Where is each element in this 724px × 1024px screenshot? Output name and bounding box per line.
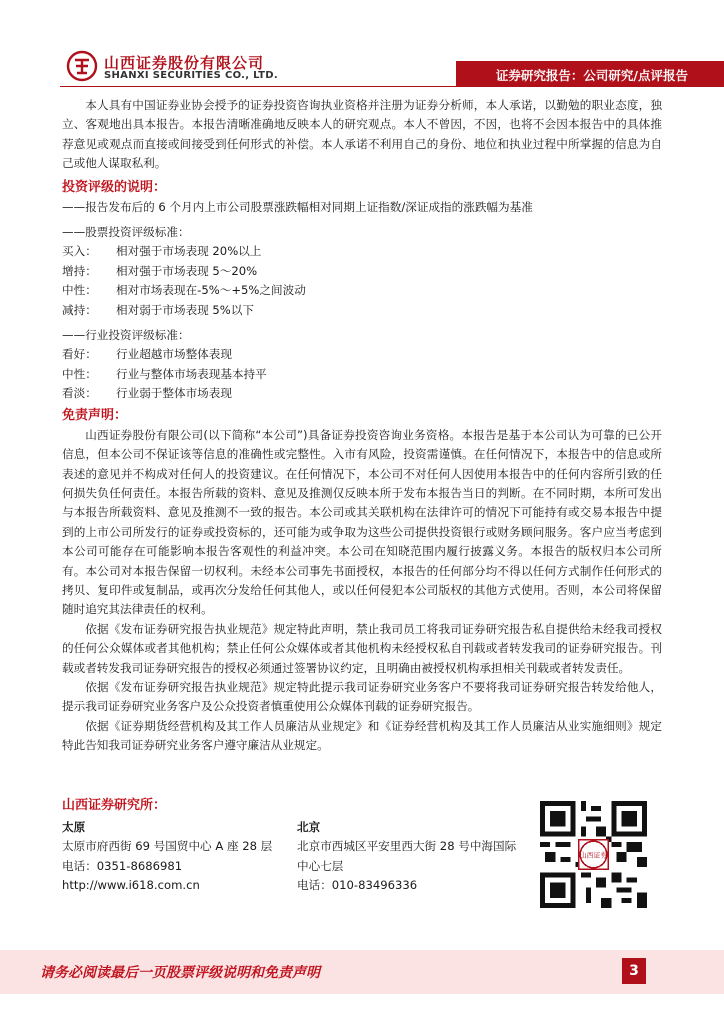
rating-label: 增持： bbox=[62, 263, 97, 278]
disclaimer-paragraph: 依据《发布证券研究报告执业规范》规定特此提示我司证券研究业务客户不要将我司证券研究报告转发给他人，提示我司证券研究业务客户及公众投资者慎重使用公众媒体刊载的证券研究报告。 bbox=[62, 679, 662, 714]
beijing-address-block bbox=[297, 818, 525, 896]
footer-notice: 请务必阅读最后一页股票评级说明和免责声明 bbox=[40, 965, 320, 981]
institute-title: 山西证券研究所： bbox=[62, 798, 167, 813]
rating-desc: 行业超越市场整体表现 bbox=[116, 347, 232, 362]
industry-rating-row bbox=[62, 384, 662, 403]
industry-rating-row bbox=[62, 365, 662, 384]
disclaimer-section-title: 免责声明： bbox=[62, 407, 128, 423]
office-phone: 电话：010-83496336 bbox=[297, 878, 418, 893]
rating-label: 减持： bbox=[62, 302, 97, 317]
industry-rating-row bbox=[62, 345, 662, 364]
qr-center-label: 山西证券 bbox=[579, 851, 608, 860]
rating-section-title: 投资评级的说明： bbox=[62, 179, 167, 195]
rating-intro: ——报告发布后的 6 个月内上市公司股票涨跌幅相对同期上证指数/深证成指的涨跌幅为基准 bbox=[62, 199, 533, 214]
rating-desc: 相对弱于市场表现 5%以下 bbox=[116, 302, 255, 317]
rating-desc: 行业弱于整体市场表现 bbox=[116, 386, 232, 401]
office-city: 太原 bbox=[62, 820, 86, 834]
disclaimer-paragraph: 山西证券股份有限公司(以下简称“本公司”)具备证券投资咨询业务资格。本报告是基于本公司认为可靠的已公开信息，但本公司不保证该等信息的准确性或完整性。入市有风险，投资需谨慎。在任何情况下，本报告中的信息或所表述的意见并不构成对任何人的投资建议。在任何情况下，本公司不对任何人因使用本报告中的任何内容所引致的任何损失负任何责任。本报告所载的资料、意见及推测仅反映本所于发布本报告当日的判断。在不同时期，本所可发出与本报告所载资料、意见及推测不一致的报告。本公司或其关联机构在法律许可的情况下可能持有或交易本报告中提到的上市公司所发行的证券或投资标的，还可能为或争取为这些公司提供投资银行或财务顾问服务。客户应当考虑到本公司可能存在可能影响本报告客观性的利益冲突。本公司在知晓范围内履行披露义务。本报告的版权归本公司所有。本公司对本报告保留一切权利。未经本公司事先书面授权，本报告的任何部分均不得以任何方式制作任何形式的拷贝、复印件或复制品，或再次分发给任何其他人，或以任何侵犯本公司版权的其他方式使用。否则，本公司将保留随时追究其法律责任的权利。 bbox=[62, 427, 662, 617]
rating-label: 看淡： bbox=[62, 386, 97, 401]
office-address: 太原市府西街 69 号国贸中心 A 座 28 层 bbox=[62, 839, 273, 854]
taiyuan-address-block bbox=[62, 818, 288, 896]
stock-rating-row bbox=[62, 301, 662, 320]
footer-bar bbox=[0, 950, 724, 994]
disclaimer-paragraph: 依据《发布证券研究报告执业规范》规定特此声明，禁止我司员工将我司证券研究报告私自提供给未经我司授权的任何公众媒体或者其他机构；禁止任何公众媒体或者其他机构未经授权私自刊载或者转发我司的证券研究报告。刊载或者转发我司证券研究报告的授权必须通过签署协议约定，且明确由被授权机构承担相关刊载或者转发责任。 bbox=[62, 621, 662, 675]
rating-desc: 相对强于市场表现 20%以上 bbox=[116, 244, 262, 259]
page-content bbox=[62, 96, 662, 756]
company-name-cn: 山西证券股份有限公司 bbox=[104, 54, 265, 72]
office-website-link[interactable]: http://www.i618.com.cn bbox=[62, 878, 200, 893]
rating-label: 买入： bbox=[62, 244, 97, 259]
office-phone: 电话：0351-8686981 bbox=[62, 858, 183, 873]
company-logo-icon bbox=[66, 50, 98, 82]
disclaimer-paragraph: 依据《证券期货经营机构及其工作人员廉洁从业规定》和《证券经营机构及其工作人员廉洁从业实施细则》规定特此告知我司证券研究业务客户遵守廉洁从业规定。 bbox=[62, 718, 662, 753]
rating-desc: 相对市场表现在-5%～+5%之间波动 bbox=[116, 283, 306, 298]
report-type-label: 证券研究报告：公司研究/点评报告 bbox=[495, 68, 688, 83]
header-divider bbox=[60, 86, 456, 87]
rating-desc: 相对强于市场表现 5～20% bbox=[116, 263, 258, 278]
page-header bbox=[0, 0, 724, 92]
office-address: 北京市西城区平安里西大街 28 号中海国际中心七层 bbox=[297, 839, 517, 873]
office-city: 北京 bbox=[297, 820, 321, 834]
rating-desc: 行业与整体市场表现基本持平 bbox=[116, 366, 267, 381]
qr-code-icon[interactable] bbox=[540, 801, 647, 908]
stock-rating-row bbox=[62, 262, 662, 281]
rating-label: 中性： bbox=[62, 283, 97, 298]
stock-rating-row bbox=[62, 242, 662, 261]
stock-rating-title: ——股票投资评级标准： bbox=[62, 225, 190, 240]
stock-rating-row bbox=[62, 281, 662, 300]
rating-label: 中性： bbox=[62, 366, 97, 381]
company-name-en: SHANXI SECURITIES CO., LTD. bbox=[104, 70, 278, 81]
industry-rating-title: ——行业投资评级标准： bbox=[62, 328, 190, 343]
report-type-banner bbox=[456, 61, 724, 87]
rating-label: 看好： bbox=[62, 347, 97, 362]
page-number: 3 bbox=[622, 958, 646, 984]
analyst-statement: 本人具有中国证券业协会授予的证券投资咨询执业资格并注册为证券分析师，本人承诺，以勤勉的职业态度，独立、客观地出具本报告。本报告清晰准确地反映本人的研究观点。本人不曾因，不因，也将不会因本报告中的具体推荐意见或观点而直接或间接受到任何形式的补偿。本人承诺不利用自己的身份、地位和执业过程中所掌握的信息为自己或他人谋取私利。 bbox=[62, 98, 662, 171]
